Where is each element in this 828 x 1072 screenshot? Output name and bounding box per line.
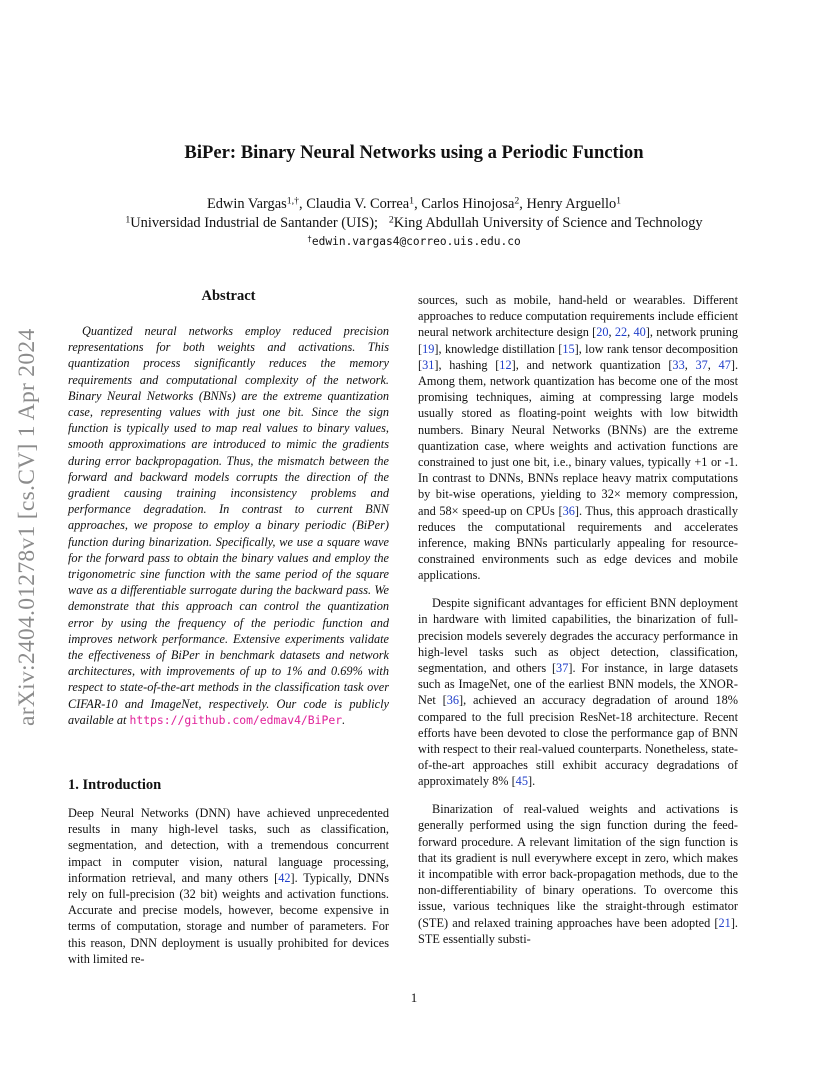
affiliation-name: Universidad Industrial de Santander (UIS); bbox=[130, 215, 379, 231]
paragraph-text: , bbox=[627, 325, 634, 340]
arxiv-stamp: arXiv:2404.01278v1 [cs.CV] 1 Apr 2024 bbox=[14, 328, 40, 726]
paragraph-text: Despite significant advantages for efficient BNN deployment in hardware with limited capabilities, the binarization of full-precision models severely degrades the accuracy performance in high-level tasks such as object detection, classification, segmentation, and others [ bbox=[418, 596, 738, 675]
author-list: Edwin Vargas$^{1,\dagger}$, Claudia V. Correa$^1$, Carlos Hinojosa$^2$, Henry Arguello$^1$ bbox=[206, 195, 622, 212]
citation-link[interactable]: 22 bbox=[614, 325, 628, 340]
paragraph-text: ], hashing [ bbox=[434, 357, 500, 372]
section-heading-introduction: 1. Introduction bbox=[68, 777, 162, 793]
citation-link[interactable]: 36 bbox=[562, 503, 575, 518]
citation-link[interactable]: 37 bbox=[556, 660, 569, 675]
paragraph bbox=[418, 801, 738, 947]
author-mark: 1 bbox=[409, 195, 415, 207]
paragraph-text: ], knowledge distillation [ bbox=[434, 341, 563, 356]
page-number: 1 bbox=[410, 990, 418, 1005]
paragraph-text: ]. For instance, in large datasets such as ImageNet, one of the earliest BNN models, the XNOR-Net [ bbox=[418, 660, 738, 708]
citation-link[interactable]: 20 bbox=[596, 325, 609, 340]
citation-link[interactable]: 42 bbox=[278, 870, 291, 885]
citation-link[interactable]: 36 bbox=[446, 693, 459, 708]
paper-title: BiPer: Binary Neural Networks using a Periodic Function bbox=[184, 142, 644, 163]
abstract-end: . bbox=[342, 712, 346, 727]
affiliation-mark: 2 bbox=[388, 214, 394, 226]
paragraph-text: ]. bbox=[527, 774, 536, 789]
abstract-body bbox=[68, 323, 389, 728]
paragraph-text: ], and network quantization [ bbox=[511, 357, 673, 372]
email-mark: † bbox=[307, 234, 312, 244]
paragraph-text: ]. STE essentially substi- bbox=[418, 915, 738, 946]
author-name: Claudia V. Correa bbox=[306, 196, 410, 212]
intro-text: Deep Neural Networks (DNN) have achieved unprecedented results in many high-level tasks, such as classification, segmentation, and detection, with a tremendous concurrent impact in computer vision, natural language processing, information retrieval, and many others [ bbox=[68, 806, 389, 885]
citation-link[interactable]: 19 bbox=[422, 341, 435, 356]
paragraph bbox=[418, 595, 738, 789]
email-address[interactable]: edwin.vargas4@correo.uis.edu.co bbox=[311, 235, 521, 248]
paragraph-text: sources, such as mobile, hand-held or wearables. Different approaches to reduce computation requirements include efficient neural network architecture design [ bbox=[418, 293, 738, 340]
author-mark: 1,† bbox=[286, 195, 299, 207]
intro-paragraph bbox=[68, 805, 389, 967]
citation-link[interactable]: 21 bbox=[718, 915, 731, 930]
paragraph-text: ]. Among them, network quantization has become one of the most promising techniques, aiming at compressing large models usually stored as floating-point weights with low bitwidth numbers. Binary Neural Networks (BNNs) are the extreme quantization case, where weights and activation functions are constrained to just one bit, i.e., binary values, typically +1 or -1. In contrast to DNNs, BNNs replace heavy matrix computations by bit-wise operations, yielding to 32× memory compression, and 58× speed-up on CPUs [ bbox=[418, 357, 739, 518]
contact-email[interactable] bbox=[0, 235, 828, 248]
intro-text: ]. Typically, DNNs rely on full-precision (32 bit) weights and activation functions. Accurate and precise models, however, become expensive in terms of computation, storage and number of parameters. For this reason, DNN deployment is usually prohibited for devices with limited re- bbox=[68, 870, 390, 966]
citation-link[interactable]: 33 bbox=[672, 357, 685, 372]
citation-link[interactable]: 40 bbox=[633, 325, 646, 340]
paragraph-text: Binarization of real-valued weights and activations is generally performed using the sign function during the feed-forward procedure. A relevant limitation of the sign function is that its gradient is null everywhere except in zero, which makes it incompatible with error back-propagation methods, due to the non-differentiability of binary operations. To overcome this issue, various techniques like the straight-through estimator (STE) and relaxed training approaches have been adopted [ bbox=[418, 802, 738, 930]
author-mark: 1 bbox=[616, 195, 622, 207]
affiliation-name: King Abdullah University of Science and Technology bbox=[393, 215, 703, 231]
paragraph-text: ], achieved an accuracy degradation of around 18% compared to the full precision ResNet-18 architecture. Recent efforts have been devoted to close the performance gap of BNN with respect to their real-valued counterparts. Nonetheless, state-of-the-art approaches still exhibit accuracy degradations of approximately 8% [ bbox=[418, 693, 738, 789]
citation-link[interactable]: 37 bbox=[695, 357, 708, 372]
paragraph bbox=[418, 292, 738, 584]
citation-link[interactable]: 15 bbox=[562, 341, 575, 356]
paragraph-text: ]. Thus, this approach drastically reduces the computational requirements and accelerates inference, making BNNs particularly appealing for resource-constrained environments such as edge devices and mobile applications. bbox=[418, 503, 738, 583]
citation-link[interactable]: 12 bbox=[499, 357, 512, 372]
paragraph-text: , bbox=[707, 357, 719, 372]
citation-link[interactable]: 47 bbox=[718, 357, 731, 372]
citation-link[interactable]: 45 bbox=[515, 774, 528, 789]
author-name: Edwin Vargas bbox=[206, 196, 287, 212]
affiliation-mark: 1 bbox=[125, 214, 131, 226]
affiliations bbox=[0, 215, 828, 232]
citation-link[interactable]: 31 bbox=[422, 357, 435, 372]
paragraph-text: , bbox=[684, 357, 696, 372]
abstract-heading: Abstract bbox=[201, 288, 256, 304]
paragraph-text: , bbox=[608, 325, 615, 340]
abstract-text: Quantized neural networks employ reduced precision representations for both weights and activations. This quantization process significantly reduces the memory requirements and computational complexity of the network. Binary Neural Networks (BNNs) are the extreme quantization case, representing values with just one bit. Since the sign function is typically used to map real values to binary values, smooth approximations are introduced to mimic the gradients during error backpropagation. Thus, the mismatch between the forward and backward models corrupts the direction of the gradient causing training inconsistency problems and performance degradation. In contrast to current BNN approaches, we propose to employ a binary periodic (BiPer) function during binarization. Specifically, we use a square wave for the forward pass to obtain the binary values and employ the trigonometric sine function with the same period of the square wave as a differentiable surrogate during the backward pass. We demonstrate that this approach can control the quantization error by using the frequency of the periodic function and improves network performance. Extensive experiments validate the effectiveness of BiPer in benchmark datasets and network architectures, with improvements of up to 1% and 0.69% with respect to state-of-the-art methods in the classification task over CIFAR-10 and ImageNet, respectively. Our code is publicly available at bbox=[68, 324, 389, 727]
author-name: Henry Arguello bbox=[526, 196, 617, 212]
author-mark: 2 bbox=[514, 195, 520, 207]
author-name: Carlos Hinojosa bbox=[421, 196, 515, 212]
right-column bbox=[418, 292, 738, 958]
code-link[interactable]: https://github.com/edmav4/BiPer bbox=[129, 712, 343, 727]
paragraph-text: ], network pruning [ bbox=[418, 325, 738, 356]
paragraph-text: ], low rank tensor decomposition [ bbox=[418, 341, 738, 372]
